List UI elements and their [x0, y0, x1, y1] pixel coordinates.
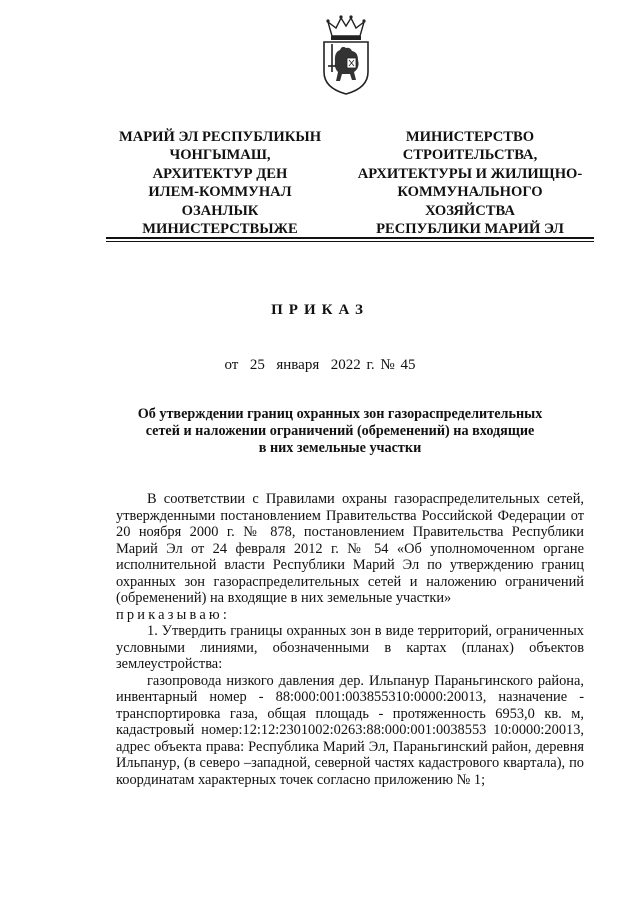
subject-line: сетей и наложении ограничений (обременений) на входящие [145, 423, 535, 439]
item-1-sub-paragraph: газопровода низкого давления дер. Ильпанур Параньгинского района, инвентарный номер - 88:000:001:003855310:0000:20013, назначение - транспортировка газа, общая площадь - протяженность 6953,0 кв. м, кадастровый номер:12:12:2301002:0263:88:000:001:0038553 10:0000:20013, адрес объекта права: Республика Марий Эл, Параньгинский район, деревня Ильпанур, (в северо –западной, северной частях кадастрового квартала), по координатам характерных точек согласно приложению № 1; [116, 672, 584, 788]
subject-line: в них земельные участки [258, 440, 422, 456]
subject-line: Об утверждении границ охранных зон газораспределительных [137, 406, 543, 422]
preamble-paragraph: В соответствии с Правилами охраны газораспределительных сетей, утвержденными постановлением Правительства Российской Федерации от 20 ноября 2000 г. № 878, постановлением Правительства Республики Марий Эл от 24 февраля 2012 г. № 54 «Об уполномоченном органе исполнительной власти Республики Марий Эл по утверждению границ охранных зон газораспределительных сетей и наложению ограничений (обременений) на входящие в них земельные участки» [116, 491, 584, 606]
header-right-line: ХОЗЯЙСТВА [425, 202, 515, 219]
header-right-line: КОММУНАЛЬНОГО [397, 184, 543, 201]
header-left-line: ЧОНГЫМАШ, [169, 147, 271, 164]
document-date-number: от 25 января 2022 г. № 45 [224, 357, 416, 373]
header-russian-name [344, 128, 596, 238]
header-left-line: ОЗАНЛЫК [181, 202, 259, 219]
document-subject [110, 406, 570, 457]
header-right-line: СТРОИТЕЛЬСТВА, [402, 147, 538, 164]
document-title: ПРИКАЗ [271, 302, 369, 318]
header-right-line: АРХИТЕКТУРЫ И ЖИЛИЩНО- [357, 165, 583, 182]
document-body [116, 491, 584, 788]
item-1-paragraph: 1. Утвердить границы охранных зон в виде территорий, ограниченных условными линиями, обозначенными в картах (планах) объектов землеустройства: [116, 623, 584, 672]
header-left-line: МАРИЙ ЭЛ РЕСПУБЛИКЫН [118, 129, 322, 145]
header-mari-name [106, 128, 334, 238]
header-right-line: МИНИСТЕРСТВО [405, 129, 535, 145]
order-verb: приказываю: [116, 606, 231, 623]
header-left-line: АРХИТЕКТУР ДЕН [152, 165, 288, 182]
header-divider [106, 237, 594, 239]
header-right-line: РЕСПУБЛИКИ МАРИЙ ЭЛ [376, 221, 564, 238]
coat-of-arms-icon [318, 14, 374, 96]
header-left-line: ИЛЕМ-КОММУНАЛ [148, 184, 292, 201]
header-divider-thin [106, 241, 594, 242]
header-left-line: МИНИСТЕРСТВЫЖЕ [142, 221, 298, 238]
